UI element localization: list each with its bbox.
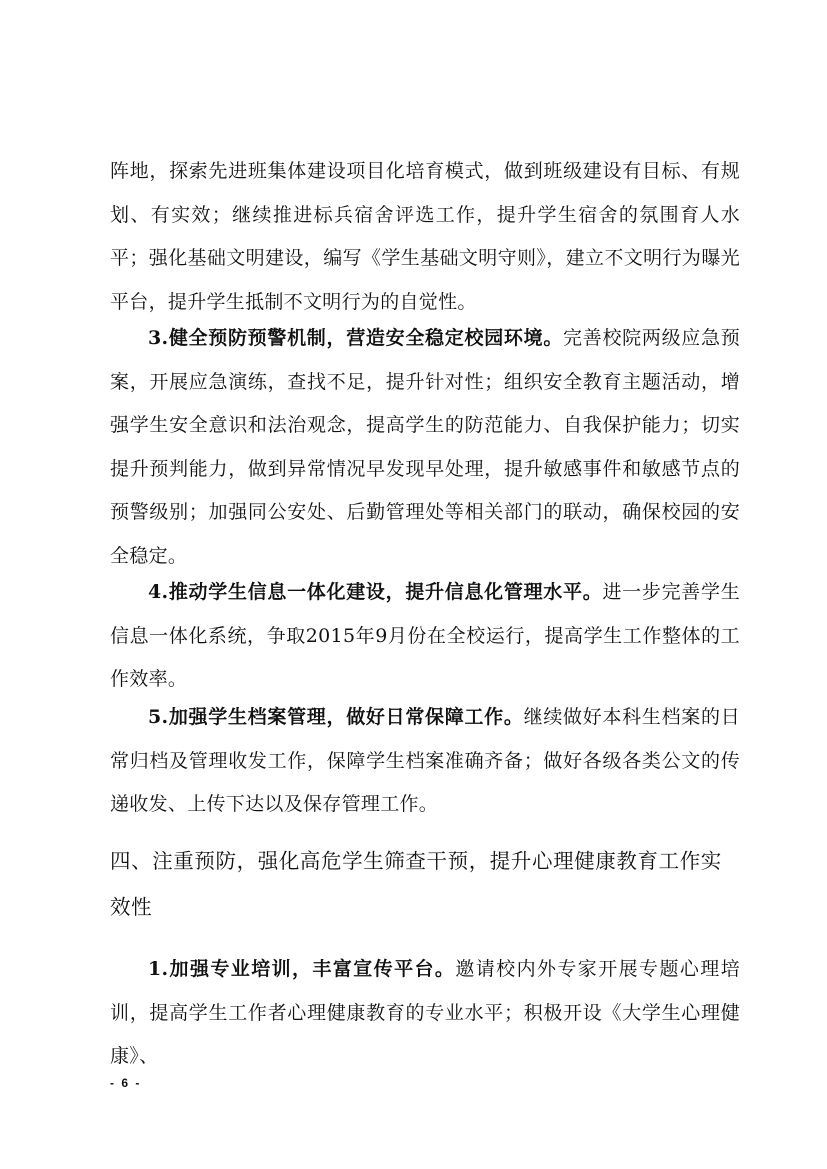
paragraph-lead: 5.加强学生档案管理，做好日常保障工作。 [148,706,524,728]
paragraph-lead: 4.推动学生信息一体化建设，提升信息化管理水平。 [148,581,603,603]
paragraph-continuation [110,150,740,324]
paragraph-item-3 [110,317,740,578]
paragraph-text: 继续做好本科生档案的日常归档及管理收发工作，保障学生档案准确齐备；做好各级各类公文的传递收发、上传下达以及保存管理工作。 [110,706,740,815]
paragraph-text: 阵地，探索先进班集体建设项目化培育模式，做到班级建设有目标、有规划、有实效；继续推进标兵宿舍评选工作，提升学生宿舍的氛围育人水平；强化基础文明建设，编写《学生基础文明守则》，建立不文明行为曝光平台，提升学生抵制不文明行为的自觉性。 [110,160,740,313]
paragraph-text: 邀请校内外专家开展专题心理培训，提高学生工作者心理健康教育的专业水平；积极开设《大学生心理健康》、 [110,958,740,1067]
paragraph-section4-item-1 [110,948,740,1079]
paragraph-lead: 1.加强专业培训，丰富宣传平台。 [148,958,456,980]
paragraph-text: 进一步完善学生信息一体化系统，争取2015年9月份在全校运行，提高学生工作整体的工作效率。 [110,581,740,690]
paragraph-text: 完善校院两级应急预案，开展应急演练，查找不足，提升针对性；组织安全教育主题活动，增强学生安全意识和法治观念，提高学生的防范能力、自我保护能力；切实提升预判能力，做到异常情况早发现早处理，提升敏感事件和敏感节点的预警级别；加强同公安处、后勤管理处等相关部门的联动，确保校园的安全稳定。 [110,327,741,567]
section-heading: 四、注重预防，强化高危学生筛查干预，提升心理健康教育工作实效性 [110,849,722,919]
paragraph-lead: 3.健全预防预警机制，营造安全稳定校园环境。 [148,327,564,349]
page-number: - 6 - [110,1076,142,1090]
paragraph-item-5 [110,696,740,827]
paragraph-item-4 [110,571,740,702]
